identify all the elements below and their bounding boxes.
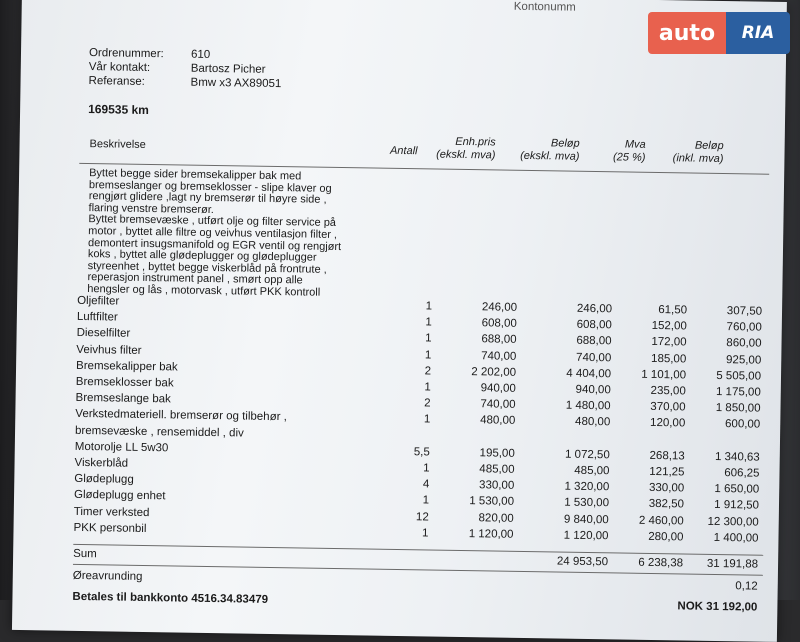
col-header-amount-line2: (ekskl. mva) (520, 149, 580, 163)
rounding-label: Øreavrunding (72, 569, 143, 583)
col-header-vat (589, 138, 645, 165)
item-qty: 5,5 (413, 446, 430, 459)
col-header-amount (499, 137, 579, 164)
item-unit-price: 820,00 (478, 511, 514, 525)
item-vat: 235,00 (650, 384, 686, 398)
item-unit-price: 740,00 (480, 398, 516, 411)
item-total: 1 175,00 (715, 385, 761, 399)
col-header-amount-line1: Beløp (550, 137, 580, 150)
item-amount: 485,00 (574, 464, 610, 478)
item-amount: 608,00 (576, 318, 612, 332)
sum-vat: 6 238,38 (638, 556, 684, 570)
item-total: 1 340,63 (714, 450, 760, 464)
item-unit-price: 608,00 (481, 317, 517, 331)
item-vat: 152,00 (651, 320, 687, 333)
col-header-unit-price-line1: Enh.pris (455, 135, 496, 149)
col-header-total-line1: Beløp (694, 139, 724, 153)
item-qty: 1 (422, 494, 430, 507)
item-amount: 4 404,00 (566, 367, 612, 381)
item-unit-price: 1 120,00 (468, 527, 514, 541)
col-header-vat-line1: Mva (624, 138, 646, 151)
item-unit-price: 480,00 (480, 414, 516, 428)
item-amount: 1 072,50 (564, 448, 610, 462)
item-unit-price: 940,00 (480, 382, 516, 395)
order-number-value: 610 (190, 48, 211, 61)
item-qty: 4 (422, 478, 430, 491)
item-amount: 9 840,00 (563, 513, 609, 526)
item-name: Bremsekalipper bak (76, 359, 178, 374)
item-vat: 268,13 (649, 449, 685, 463)
item-amount: 480,00 (574, 416, 611, 429)
item-name: Dieselfilter (76, 327, 131, 341)
item-qty: 1 (423, 462, 430, 475)
item-total: 606,25 (724, 467, 760, 480)
item-amount: 1 530,00 (564, 496, 610, 510)
col-header-total (649, 139, 723, 166)
item-unit-price: 740,00 (481, 349, 517, 363)
col-header-unit-price-line2: (ekskl. mva) (436, 148, 496, 162)
item-total: 760,00 (726, 321, 762, 334)
item-vat: 121,25 (649, 465, 685, 479)
item-amount: 1 480,00 (565, 399, 611, 413)
item-amount: 1 120,00 (563, 529, 609, 543)
item-name: Oljefilter (77, 294, 120, 308)
item-qty: 1 (424, 348, 432, 362)
watermark-ria: RIA (726, 12, 790, 54)
item-total: 1 912,50 (714, 499, 760, 513)
item-vat: 1 101,00 (641, 368, 687, 382)
reference-value: Bmw x3 AX89051 (190, 76, 282, 91)
payment-total: NOK 31 192,00 (677, 600, 758, 614)
col-header-total-line2: (inkl. mva) (672, 152, 724, 166)
item-total: 600,00 (724, 418, 761, 432)
item-qty: 1 (424, 381, 431, 394)
item-name: Veivhus filter (76, 343, 142, 357)
item-name: Bremseslange bak (75, 392, 171, 406)
col-header-description: Beskrivelse (89, 138, 146, 151)
work-description: Byttet begge sider bremsekalipper bak med bremseslanger og bremseklosser - slipe klaver og rengjørt glidere ,lagt ny bremserør til høyre side , flaring venstre bremserør. Byttet bremsevæske , utført olje og filter service på motor , byttet alle filtre og veivhus ventilasjon filter , demontert insugsmanifold og EGR ventil og rengjørt koks , byttet alle glødeplugger og glødeplugger styreenhet , byttet begge viskerblåd på frontrute , reperasjon instrument panel , smørt opp alle hengsler og lås , motorvask , utført PKK kontroll (87, 167, 342, 299)
col-header-vat-line2: (25 %) (612, 151, 646, 164)
item-name: Timer verksted (73, 505, 150, 519)
item-qty: 1 (425, 332, 432, 345)
item-qty: 1 (423, 413, 431, 426)
item-name: Viskerblåd (74, 456, 129, 470)
item-vat: 172,00 (651, 336, 687, 349)
item-name: Glødeplugg (74, 473, 134, 487)
payment-text: Betales til bankkonto 4516.34.83479 (72, 590, 269, 606)
item-vat: 280,00 (648, 530, 684, 544)
item-total: 1 850,00 (715, 402, 761, 415)
item-total: 1 400,00 (713, 531, 759, 545)
item-name: Verkstedmateriell. bremserør og tilbehør , (75, 408, 287, 424)
watermark-logo (648, 12, 790, 54)
item-amount: 740,00 (576, 351, 612, 364)
item-name: Glødeplugg enhet (73, 489, 166, 503)
mileage: 169535 km (88, 102, 149, 118)
item-total: 925,00 (725, 353, 762, 367)
top-partial-text: Kontonumm (513, 0, 576, 14)
col-header-qty: Antall (389, 144, 418, 158)
item-vat: 120,00 (649, 417, 686, 430)
item-unit-price: 2 202,00 (471, 365, 517, 379)
item-name: Motorolje LL 5w30 (74, 440, 169, 455)
item-total: 307,50 (726, 305, 763, 318)
sum-label: Sum (73, 547, 97, 561)
item-amount: 940,00 (575, 383, 611, 397)
order-number-label: Ordrenummer: (88, 47, 164, 61)
item-vat: 61,50 (658, 304, 688, 317)
sum-amount: 24 953,50 (556, 555, 609, 569)
watermark-auto: auto (648, 12, 726, 54)
item-name: Luftfilter (76, 311, 118, 324)
item-vat: 330,00 (648, 482, 685, 495)
item-vat: 382,50 (648, 498, 685, 511)
item-qty: 1 (425, 316, 432, 329)
item-qty: 2 (424, 397, 431, 410)
item-amount: 688,00 (576, 335, 612, 348)
item-unit-price: 485,00 (479, 463, 515, 476)
sum-total: 31 191,88 (706, 557, 759, 571)
item-vat: 185,00 (651, 352, 687, 366)
item-name-line2: bremsevæske , rensemiddel , div (74, 424, 244, 440)
item-total: 860,00 (726, 337, 762, 351)
item-vat: 370,00 (650, 401, 686, 414)
item-name: PKK personbil (73, 521, 147, 535)
item-unit-price: 688,00 (481, 333, 517, 347)
item-amount: 1 320,00 (564, 480, 610, 494)
item-total: 5 505,00 (716, 369, 762, 383)
item-unit-price: 330,00 (478, 479, 515, 492)
item-vat: 2 460,00 (638, 514, 684, 528)
item-qty: 12 (415, 510, 429, 524)
item-qty: 1 (425, 300, 433, 313)
contact-label: Vår kontakt: (88, 61, 151, 75)
reference-label: Referanse: (88, 75, 145, 88)
item-qty: 2 (424, 365, 432, 378)
item-unit-price: 1 530,00 (469, 495, 515, 509)
item-total: 1 650,00 (714, 483, 760, 496)
contact-value: Bartosz Picher (190, 62, 266, 76)
rounding-value: 0,12 (735, 580, 758, 593)
item-unit-price: 246,00 (481, 301, 518, 314)
col-header-unit-price (419, 135, 495, 162)
item-name: Bremseklosser bak (75, 375, 174, 390)
item-amount: 246,00 (576, 302, 613, 316)
item-unit-price: 195,00 (479, 447, 515, 460)
invoice-paper (12, 0, 787, 642)
item-qty: 1 (422, 527, 429, 540)
item-total: 12 300,00 (707, 515, 759, 529)
